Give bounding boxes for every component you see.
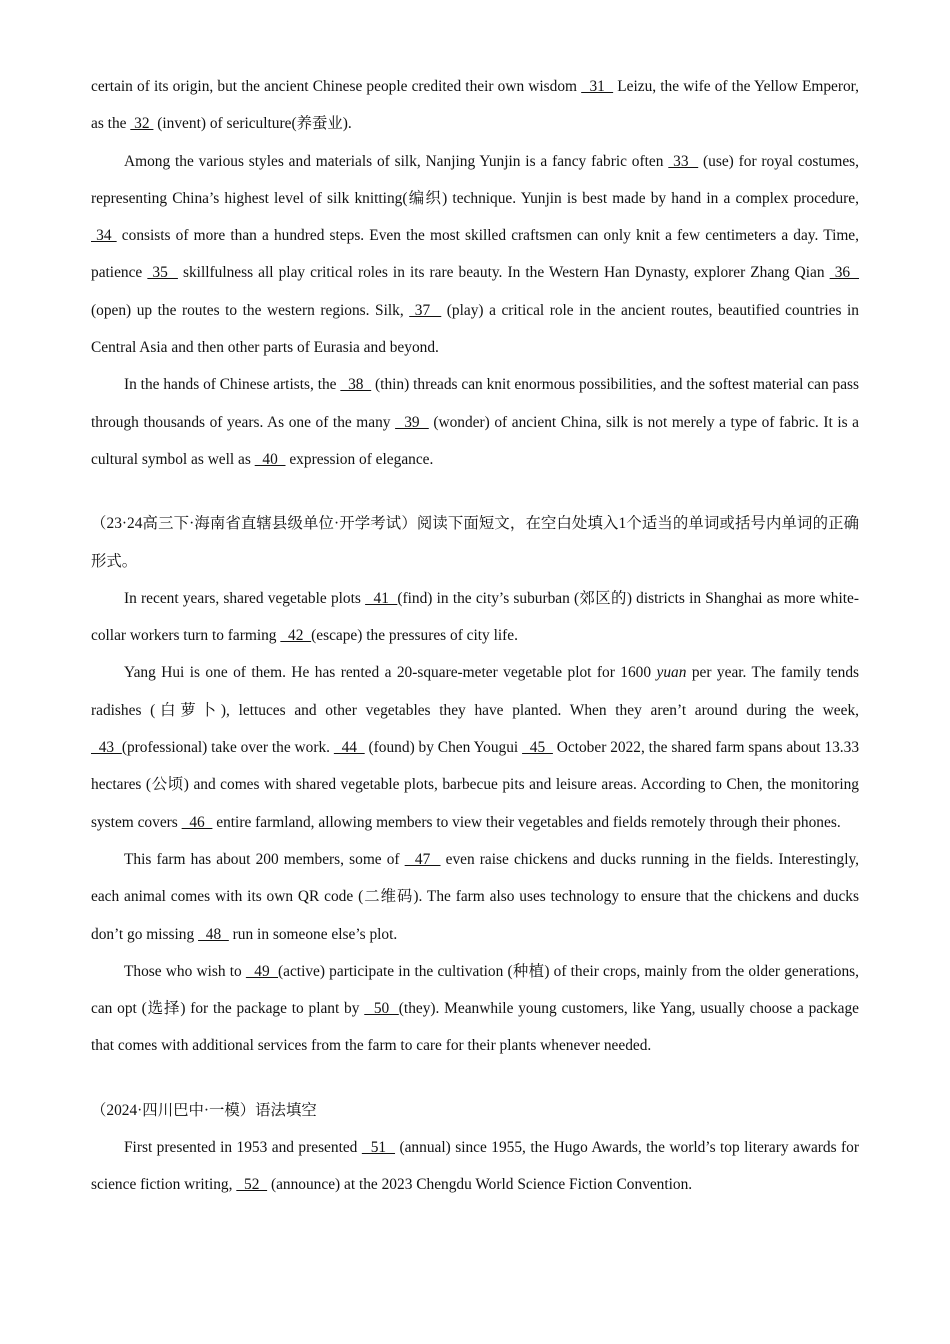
text: expression of elegance. xyxy=(285,450,434,468)
text: (wonder) of ancient China, silk is not merely a type of fabric. It is a cultural symbol as well as xyxy=(91,413,859,468)
text: even raise chickens and ducks running in the fields. Interestingly, each animal comes with its own QR code (二维码). The farm also uses technology to ensure that the chickens and ducks don’t go missing xyxy=(91,850,860,943)
blank-48: 48 xyxy=(198,925,229,943)
passage3-paragraph1 xyxy=(91,1129,859,1204)
passage3-header: （2024·四川巴中·一模）语法填空 xyxy=(91,1101,317,1119)
passage1-paragraph1 xyxy=(91,68,859,143)
blank-31: 31 xyxy=(581,78,614,95)
passage2-paragraph1 xyxy=(91,580,859,655)
blank-40: 40 xyxy=(254,450,286,468)
text: (thin) threads can knit enormous possibilities, and the softest material can pass through thousands of years. As one of the many xyxy=(91,376,860,431)
blank-41: 41 xyxy=(365,589,398,607)
text: (professional) take over the work. xyxy=(121,739,334,757)
text: (they). Meanwhile young customers, like Yang, usually choose a package that comes with additional services from the farm to care for their plants whenever needed. xyxy=(91,1000,860,1055)
text: entire farmland, allowing members to view their vegetables and fields remotely through their phones. xyxy=(212,813,841,831)
text: (announce) at the 2023 Chengdu World Science Fiction Convention. xyxy=(267,1176,693,1194)
passage2-paragraph3 xyxy=(91,841,859,953)
document-page xyxy=(91,68,859,1204)
text: per year. The family tends radishes (白萝卜), lettuces and other vegetables they have planted. When they aren’t around during the week, xyxy=(91,664,859,719)
text: In recent years, shared vegetable plots xyxy=(124,589,366,607)
blank-38: 38 xyxy=(340,376,372,394)
text: consists of more than a hundred steps. Even the most skilled craftsmen can only knit a few centimeters a day. Time, patience xyxy=(91,227,859,282)
text: (found) by Chen Yougui xyxy=(364,739,523,757)
text: skillfulness all play critical roles in its rare beauty. In the Western Han Dynasty, explorer Zhang Qian xyxy=(177,264,830,282)
passage2-header: （23·24高三下·海南省直辖县级单位·开学考试）阅读下面短文，在空白处填入1个适当的单词或括号内单词的正确形式。 xyxy=(91,515,859,570)
blank-44: 44 xyxy=(333,739,365,757)
blank-49: 49 xyxy=(245,962,279,980)
text: (find) in the city’s suburban (郊区的) districts in Shanghai as more white-collar workers turn to farming xyxy=(91,589,859,645)
text: Leizu, the wife of the Yellow Emperor, as the xyxy=(91,78,860,133)
blank-46: 46 xyxy=(181,813,213,831)
text: (annual) since 1955, the Hugo Awards, the world’s top literary awards for science fiction writing, xyxy=(91,1139,860,1194)
blank-36: 36 xyxy=(829,264,860,282)
section-gap xyxy=(91,1065,859,1092)
text: First presented in 1953 and presented xyxy=(124,1139,362,1157)
blank-37: 37 xyxy=(409,301,442,319)
blank-51: 51 xyxy=(361,1139,396,1157)
section-gap xyxy=(91,478,859,505)
blank-39: 39 xyxy=(395,413,429,431)
blank-47: 47 xyxy=(404,850,441,868)
blank-50: 50 xyxy=(364,1000,399,1018)
text: Those who wish to xyxy=(124,962,246,980)
blank-35: 35 xyxy=(147,264,178,282)
text: October 2022, the shared farm spans about 13.33 hectares (公顷) and comes with shared vegetable plots, barbecue pits and leisure areas. According to Chen, the monitoring system covers xyxy=(91,739,860,831)
text: In the hands of Chinese artists, the xyxy=(124,376,341,394)
blank-43: 43 xyxy=(91,739,122,757)
text: (play) a critical role in the ancient routes, beautified countries in Central Asia and then other parts of Eurasia and beyond. xyxy=(91,301,859,357)
text: (escape) the pressures of city life. xyxy=(311,627,518,645)
blank-34: 34 xyxy=(91,227,117,245)
blank-33: 33 xyxy=(668,152,699,170)
text: Yang Hui is one of them. He has rented a 20-square-meter vegetable plot for 1600 xyxy=(124,664,657,682)
text: (open) up the routes to the western regions. Silk, xyxy=(91,301,410,319)
text: Among the various styles and materials of silk, Nanjing Yunjin is a fancy fabric often xyxy=(124,152,669,170)
blank-52: 52 xyxy=(236,1176,268,1194)
blank-42: 42 xyxy=(280,627,312,645)
text: (active) participate in the cultivation (种植) of their crops, mainly from the older generations, can opt (选择) for the package to plant by xyxy=(91,962,860,1018)
blank-45: 45 xyxy=(522,739,553,757)
text: (invent) of sericulture(养蚕业). xyxy=(153,115,352,133)
yuan-italic: yuan xyxy=(656,664,687,682)
text: This farm has about 200 members, some of xyxy=(124,850,405,868)
passage2-paragraph4 xyxy=(91,953,859,1065)
blank-32: 32 xyxy=(130,115,154,133)
passage1-paragraph2 xyxy=(91,143,859,367)
passage1-paragraph3 xyxy=(91,366,859,478)
text: certain of its origin, but the ancient Chinese people credited their own wisdom xyxy=(91,78,582,95)
passage2-paragraph2 xyxy=(91,654,859,840)
text: (use) for royal costumes, representing China’s highest level of silk knitting(编织) technique. Yunjin is best made by hand in a complex procedure, xyxy=(91,152,859,207)
text: run in someone else’s plot. xyxy=(228,925,398,943)
